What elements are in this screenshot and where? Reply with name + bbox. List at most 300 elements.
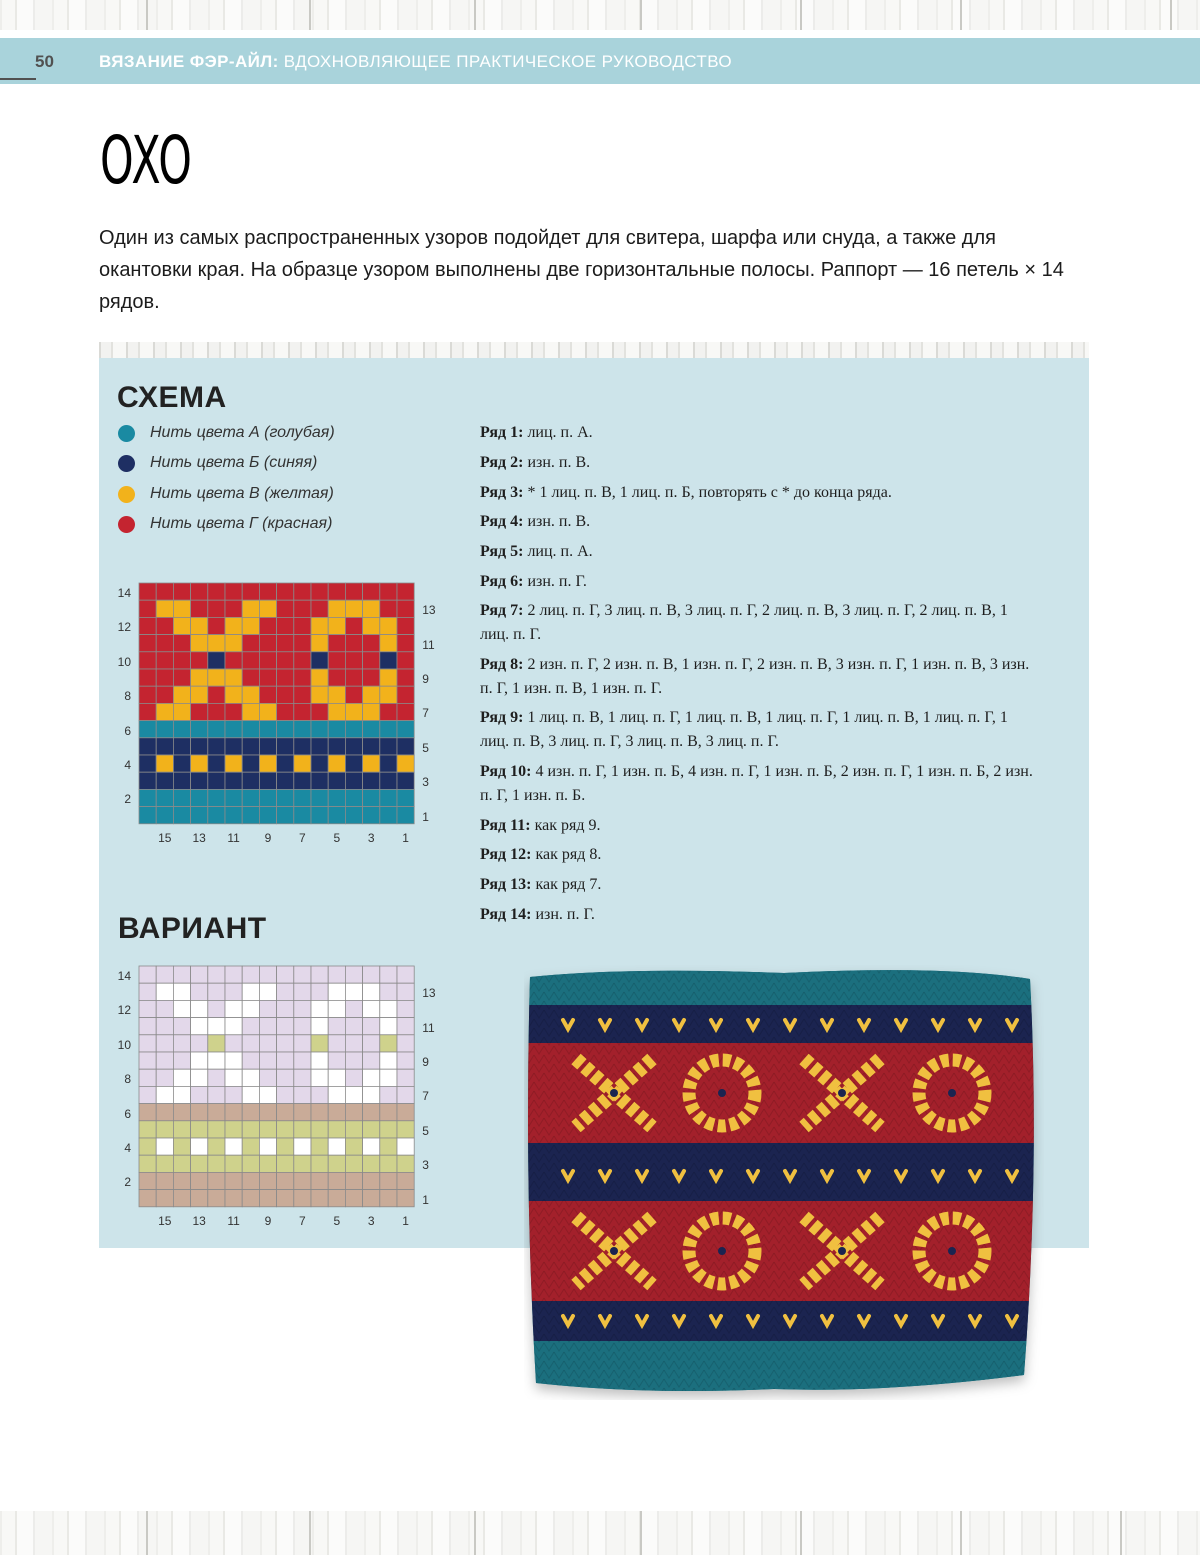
chart-cell (173, 1104, 190, 1121)
chart-cell (311, 703, 328, 720)
chart-cell (380, 789, 397, 806)
chart-cell (259, 772, 276, 789)
variant-chart (138, 965, 415, 1208)
chart-cell (173, 1138, 190, 1155)
chart-cell (225, 1018, 242, 1035)
chart-cell (363, 1121, 380, 1138)
chart-cell (380, 1086, 397, 1103)
chart-cell (345, 772, 362, 789)
chart-cell (259, 755, 276, 772)
chart-cell (156, 669, 173, 686)
chart-cell (242, 1035, 259, 1052)
chart-cell (242, 635, 259, 652)
instruction-text: как ряд 9. (530, 817, 601, 834)
axis-label-bottom: 1 (402, 830, 409, 845)
chart-cell (397, 583, 414, 600)
axis-label-left: 12 (117, 1003, 131, 1018)
chart-cell (208, 1121, 225, 1138)
chart-cell (397, 1035, 414, 1052)
chart-cell (363, 635, 380, 652)
chart-cell (139, 1052, 156, 1069)
chart-cell (363, 738, 380, 755)
chart-cell (397, 669, 414, 686)
chart-cell (208, 583, 225, 600)
schema-chart (138, 582, 415, 825)
chart-cell (397, 1000, 414, 1017)
chart-cell (242, 652, 259, 669)
chart-cell (328, 686, 345, 703)
instruction-label: Ряд 12: (480, 846, 532, 863)
chart-cell (380, 1052, 397, 1069)
panel-wood-strip (99, 342, 1089, 358)
axis-label-left: 8 (124, 689, 131, 704)
chart-cell (191, 617, 208, 634)
chart-cell (294, 1138, 311, 1155)
instruction-label: Ряд 9: (480, 709, 524, 726)
chart-cell (294, 1155, 311, 1172)
chart-cell (397, 755, 414, 772)
chart-cell (380, 1121, 397, 1138)
chart-cell (277, 686, 294, 703)
chart-cell (225, 983, 242, 1000)
chart-cell (345, 1138, 362, 1155)
chart-cell (294, 1104, 311, 1121)
chart-cell (363, 966, 380, 983)
chart-cell (311, 617, 328, 634)
chart-cell (259, 686, 276, 703)
chart-cell (191, 772, 208, 789)
chart-cell (380, 703, 397, 720)
chart-cell (380, 738, 397, 755)
chart-cell (380, 635, 397, 652)
chart-cell (173, 983, 190, 1000)
chart-cell (259, 1018, 276, 1035)
chart-cell (139, 1190, 156, 1207)
chart-cell (397, 617, 414, 634)
chart-cell (311, 1121, 328, 1138)
chart-cell (242, 1069, 259, 1086)
chart-cell (363, 1035, 380, 1052)
chart-cell (363, 807, 380, 824)
instruction-label: Ряд 6: (480, 573, 524, 590)
page-title: OXO (100, 122, 193, 199)
chart-cell (363, 686, 380, 703)
chart-cell (259, 807, 276, 824)
chart-cell (242, 1190, 259, 1207)
chart-cell (397, 1086, 414, 1103)
chart-cell (208, 1104, 225, 1121)
chart-cell (173, 1000, 190, 1017)
chart-cell (139, 983, 156, 1000)
chart-cell (363, 1104, 380, 1121)
chart-cell (294, 635, 311, 652)
chart-cell (277, 789, 294, 806)
chart-cell (294, 1018, 311, 1035)
chart-cell (242, 583, 259, 600)
chart-cell (345, 966, 362, 983)
chart-cell (191, 721, 208, 738)
chart-cell (156, 686, 173, 703)
chart-cell (173, 1172, 190, 1189)
chart-cell (328, 1086, 345, 1103)
chart-cell (277, 1155, 294, 1172)
chart-cell (294, 755, 311, 772)
chart-cell (363, 1069, 380, 1086)
chart-cell (242, 686, 259, 703)
chart-cell (328, 1121, 345, 1138)
chart-cell (173, 1018, 190, 1035)
chart-cell (191, 983, 208, 1000)
chart-cell (363, 1138, 380, 1155)
chart-cell (311, 652, 328, 669)
chart-cell (225, 669, 242, 686)
axis-label-left: 4 (124, 1141, 131, 1155)
instruction-row-3 (480, 481, 1040, 505)
chart-cell (277, 617, 294, 634)
chart-cell (225, 1000, 242, 1017)
chart-cell (363, 1000, 380, 1017)
chart-cell (191, 1052, 208, 1069)
instruction-text: 4 изн. п. Г, 1 изн. п. Б, 4 изн. п. Г, 1 изн. п. Б, 2 изн. п. Г, 1 изн. п. Б, 2 изн. п. Г, 1 изн. п. Б. (480, 763, 1033, 804)
chart-cell (225, 652, 242, 669)
chart-cell (156, 966, 173, 983)
chart-cell (208, 1052, 225, 1069)
chart-cell (277, 755, 294, 772)
chart-cell (156, 1172, 173, 1189)
chart-cell (225, 966, 242, 983)
chart-cell (242, 1155, 259, 1172)
chart-cell (294, 1121, 311, 1138)
chart-cell (380, 617, 397, 634)
chart-cell (139, 617, 156, 634)
axis-label-bottom: 7 (299, 830, 306, 845)
chart-cell (311, 966, 328, 983)
chart-cell (208, 772, 225, 789)
chart-cell (311, 772, 328, 789)
axis-label-left: 2 (124, 792, 131, 807)
chart-cell (173, 669, 190, 686)
axis-label-bottom: 1 (402, 1213, 409, 1228)
book-title (99, 52, 732, 72)
chart-cell (139, 738, 156, 755)
chart-cell (242, 1138, 259, 1155)
chart-cell (225, 617, 242, 634)
chart-cell (191, 1000, 208, 1017)
chart-cell (191, 1121, 208, 1138)
chart-cell (225, 1172, 242, 1189)
chart-cell (208, 1035, 225, 1052)
chart-cell (311, 1018, 328, 1035)
axis-label-right: 7 (422, 1089, 429, 1104)
chart-cell (259, 600, 276, 617)
chart-cell (380, 772, 397, 789)
chart-cell (242, 772, 259, 789)
chart-cell (380, 669, 397, 686)
chart-cell (242, 966, 259, 983)
instruction-row-8 (480, 653, 1040, 701)
chart-cell (328, 617, 345, 634)
chart-cell (156, 807, 173, 824)
chart-cell (363, 583, 380, 600)
chart-cell (397, 1104, 414, 1121)
chart-cell (259, 789, 276, 806)
axis-label-bottom: 3 (367, 1213, 375, 1228)
chart-cell (311, 721, 328, 738)
chart-cell (397, 1052, 414, 1069)
axis-label-right: 9 (422, 672, 429, 686)
chart-cell (191, 600, 208, 617)
chart-cell (294, 738, 311, 755)
chart-cell (225, 1069, 242, 1086)
instruction-text: * 1 лиц. п. В, 1 лиц. п. Б, повторять с * до конца ряда. (523, 484, 892, 501)
chart-cell (191, 738, 208, 755)
chart-cell (380, 1018, 397, 1035)
chart-cell (191, 1035, 208, 1052)
chart-cell (156, 617, 173, 634)
chart-cell (363, 721, 380, 738)
chart-cell (191, 789, 208, 806)
chart-cell (277, 807, 294, 824)
axis-label-left: 14 (117, 969, 131, 983)
chart-cell (397, 1121, 414, 1138)
chart-cell (380, 1138, 397, 1155)
chart-cell (363, 652, 380, 669)
chart-cell (328, 1190, 345, 1207)
chart-cell (225, 1190, 242, 1207)
chart-cell (173, 635, 190, 652)
chart-cell (225, 1138, 242, 1155)
chart-cell (363, 1086, 380, 1103)
axis-label-right: 9 (422, 1055, 429, 1069)
chart-cell (363, 772, 380, 789)
chart-cell (345, 600, 362, 617)
chart-cell (328, 652, 345, 669)
chart-cell (173, 1121, 190, 1138)
chart-cell (363, 1052, 380, 1069)
instruction-row-5 (480, 540, 1040, 564)
legend-label-b: Нить цвета Б (синяя) (150, 454, 318, 471)
chart-cell (208, 617, 225, 634)
chart-cell (173, 789, 190, 806)
chart-cell (277, 721, 294, 738)
instruction-row-1 (480, 421, 1040, 445)
chart-cell (156, 772, 173, 789)
chart-cell (208, 1086, 225, 1103)
chart-cell (259, 1138, 276, 1155)
chart-cell (328, 1138, 345, 1155)
chart-cell (380, 721, 397, 738)
instruction-row-2 (480, 451, 1040, 475)
chart-cell (242, 789, 259, 806)
chart-cell (156, 1138, 173, 1155)
chart-cell (363, 789, 380, 806)
chart-cell (380, 1155, 397, 1172)
chart-cell (191, 1104, 208, 1121)
chart-cell (380, 983, 397, 1000)
chart-cell (191, 703, 208, 720)
chart-cell (156, 1155, 173, 1172)
instruction-row-6 (480, 570, 1040, 594)
chart-cell (311, 669, 328, 686)
chart-cell (259, 1121, 276, 1138)
chart-cell (345, 1018, 362, 1035)
chart-cell (328, 635, 345, 652)
chart-cell (208, 1000, 225, 1017)
chart-cell (380, 1104, 397, 1121)
chart-cell (345, 1069, 362, 1086)
chart-cell (191, 1155, 208, 1172)
axis-label-bottom: 9 (264, 1213, 272, 1228)
chart-cell (191, 686, 208, 703)
axis-label-right: 3 (422, 775, 429, 790)
chart-cell (242, 1086, 259, 1103)
chart-cell (259, 1069, 276, 1086)
chart-cell (345, 1086, 362, 1103)
chart-cell (277, 1018, 294, 1035)
chart-cell (225, 635, 242, 652)
chart-cell (139, 1086, 156, 1103)
chart-cell (277, 600, 294, 617)
axis-label-bottom: 13 (192, 1213, 206, 1228)
chart-cell (345, 635, 362, 652)
chart-cell (208, 1155, 225, 1172)
instruction-row-11 (480, 814, 1040, 838)
legend-dot-g (118, 516, 135, 533)
axis-label-bottom: 13 (192, 830, 206, 845)
chart-cell (259, 983, 276, 1000)
chart-cell (397, 789, 414, 806)
chart-cell (328, 721, 345, 738)
chart-cell (397, 703, 414, 720)
axis-label-left: 4 (124, 758, 131, 772)
axis-label-left: 14 (117, 586, 131, 600)
instruction-label: Ряд 1: (480, 424, 524, 441)
chart-cell (311, 1190, 328, 1207)
chart-cell (294, 983, 311, 1000)
chart-cell (277, 1138, 294, 1155)
instruction-label: Ряд 7: (480, 602, 524, 619)
chart-cell (156, 983, 173, 1000)
chart-cell (363, 1190, 380, 1207)
chart-cell (225, 686, 242, 703)
chart-cell (380, 1000, 397, 1017)
chart-cell (225, 738, 242, 755)
chart-cell (173, 772, 190, 789)
chart-cell (397, 1172, 414, 1189)
chart-cell (294, 1190, 311, 1207)
chart-cell (225, 789, 242, 806)
chart-cell (139, 600, 156, 617)
chart-cell (191, 1172, 208, 1189)
axis-label-bottom: 3 (367, 830, 375, 845)
chart-cell (259, 703, 276, 720)
chart-cell (156, 1052, 173, 1069)
axis-label-right: 1 (422, 809, 429, 824)
chart-cell (208, 1172, 225, 1189)
chart-cell (208, 721, 225, 738)
axis-label-bottom: 15 (158, 1213, 172, 1228)
chart-cell (242, 807, 259, 824)
chart-cell (259, 669, 276, 686)
chart-cell (191, 1018, 208, 1035)
chart-cell (380, 652, 397, 669)
chart-cell (173, 807, 190, 824)
chart-cell (311, 686, 328, 703)
chart-cell (277, 1086, 294, 1103)
chart-cell (294, 669, 311, 686)
chart-cell (139, 772, 156, 789)
chart-cell (208, 669, 225, 686)
chart-cell (277, 703, 294, 720)
instruction-row-4 (480, 510, 1040, 534)
chart-cell (345, 1190, 362, 1207)
chart-cell (208, 635, 225, 652)
chart-cell (225, 703, 242, 720)
page-number-underline (0, 78, 36, 80)
chart-cell (328, 1035, 345, 1052)
chart-cell (311, 807, 328, 824)
axis-label-right: 1 (422, 1192, 429, 1207)
chart-cell (139, 686, 156, 703)
chart-cell (139, 1069, 156, 1086)
chart-cell (173, 1086, 190, 1103)
chart-cell (242, 1104, 259, 1121)
chart-cell (173, 1190, 190, 1207)
chart-cell (191, 807, 208, 824)
chart-cell (311, 738, 328, 755)
chart-cell (363, 703, 380, 720)
chart-cell (311, 1138, 328, 1155)
chart-cell (139, 669, 156, 686)
chart-cell (259, 721, 276, 738)
chart-cell (294, 1000, 311, 1017)
chart-cell (208, 686, 225, 703)
chart-cell (156, 1086, 173, 1103)
chart-cell (311, 600, 328, 617)
axis-label-left: 6 (124, 1106, 131, 1121)
instruction-text: изн. п. Г. (523, 573, 587, 590)
legend-dot-v (118, 486, 135, 503)
chart-cell (208, 1018, 225, 1035)
chart-cell (328, 789, 345, 806)
chart-cell (311, 1052, 328, 1069)
chart-cell (328, 983, 345, 1000)
chart-cell (259, 1052, 276, 1069)
chart-cell (225, 772, 242, 789)
chart-cell (242, 1052, 259, 1069)
chart-cell (259, 1172, 276, 1189)
chart-cell (242, 617, 259, 634)
chart-cell (277, 583, 294, 600)
axis-label-bottom: 11 (227, 1213, 240, 1228)
axis-label-right: 13 (422, 603, 436, 618)
chart-cell (191, 1190, 208, 1207)
axis-label-right: 5 (422, 740, 429, 755)
chart-cell (380, 966, 397, 983)
chart-cell (139, 703, 156, 720)
chart-cell (294, 1172, 311, 1189)
chart-cell (294, 600, 311, 617)
instruction-text: изн. п. Г. (531, 906, 595, 923)
chart-cell (380, 583, 397, 600)
chart-cell (328, 755, 345, 772)
axis-label-right: 3 (422, 1158, 429, 1173)
chart-cell (225, 583, 242, 600)
chart-cell (173, 1052, 190, 1069)
chart-cell (191, 669, 208, 686)
chart-cell (242, 703, 259, 720)
chart-cell (311, 1104, 328, 1121)
